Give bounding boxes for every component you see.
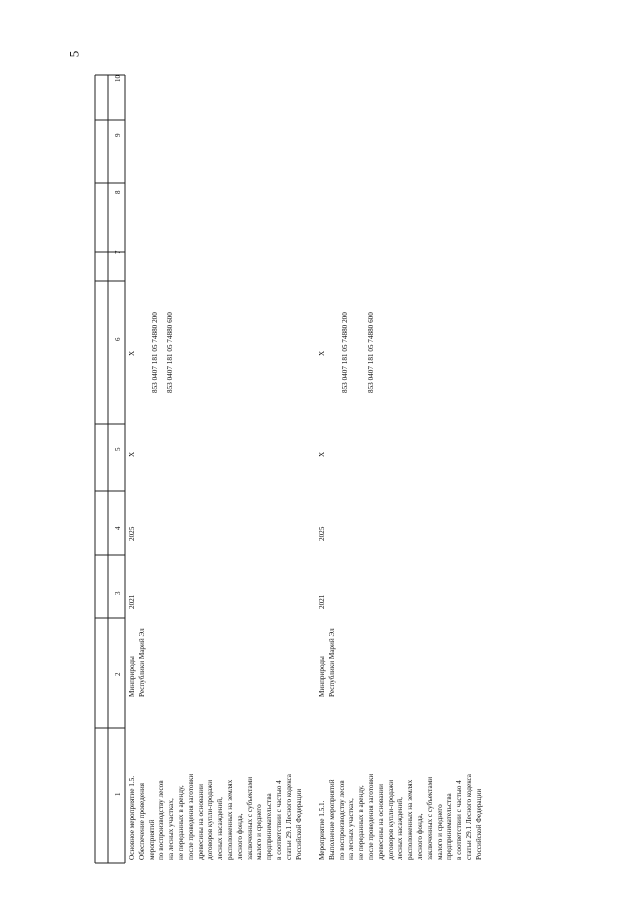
row1-budget-code-200: 853 0407 181 05 74880 200 xyxy=(151,312,159,393)
column-header-4: 4 xyxy=(114,526,122,530)
column-header-6: 6 xyxy=(114,337,122,341)
row1-start-year: 2021 xyxy=(128,594,136,609)
row1-executor-cell: Минприроды Республики Марий Эл xyxy=(128,628,146,697)
row2-budget-code-600: 853 0407 181 05 74880 600 xyxy=(367,312,375,393)
row1-col6-mark: X xyxy=(128,350,136,356)
column-header-3: 3 xyxy=(114,591,122,595)
column-header-5: 5 xyxy=(114,447,122,451)
row2-executor-cell: Минприроды Республики Марий Эл xyxy=(318,628,336,697)
page-number: 5 xyxy=(66,50,82,58)
column-header-10: 10 xyxy=(114,75,122,82)
column-header-1: 1 xyxy=(114,792,122,796)
column-header-7: 7 xyxy=(114,250,122,254)
row2-budget-code-200: 853 0407 181 05 74880 200 xyxy=(341,312,349,393)
column-header-9: 9 xyxy=(114,133,122,137)
row2-col6-mark: X xyxy=(318,350,326,356)
row1-end-year: 2025 xyxy=(128,526,136,541)
row1-budget-code-600: 853 0407 181 05 74880 600 xyxy=(166,312,174,393)
column-header-2: 2 xyxy=(114,672,122,676)
row1-name-cell: Основное мероприятие 1.5. Обеспечение проведения мероприятий по воспроизводству лесов на лесных участках, не переданных в аренду, после проведения заготовки древесины на основании договоров купли-продажи лесных насаждений, расположенных на землях лесного фонда, заключенных с субъектами малого и среднего предпринимательства в соответствии с частью 4 статьи 29.1 Лесного кодекса Российской Федерации xyxy=(128,773,303,860)
row2-col5-mark: X xyxy=(318,451,326,457)
row2-start-year: 2021 xyxy=(318,594,326,609)
row2-end-year: 2025 xyxy=(318,526,326,541)
row2-name-cell: Мероприятие 1.5.1. Выполнение мероприятий по воспроизводству лесов на лесных участках, не переданных в аренду, после проведения заготовки древесины на основании договоров купли-продажи лесных насаждений, расположенных на землях лесного фонда, заключенных с субъектами малого и среднего предпринимательства в соответствии с частью 4 статьи 29.1 Лесного кодекса Российской Федерации xyxy=(318,773,483,860)
row1-col5-mark: X xyxy=(128,451,136,457)
column-header-8: 8 xyxy=(114,190,122,194)
